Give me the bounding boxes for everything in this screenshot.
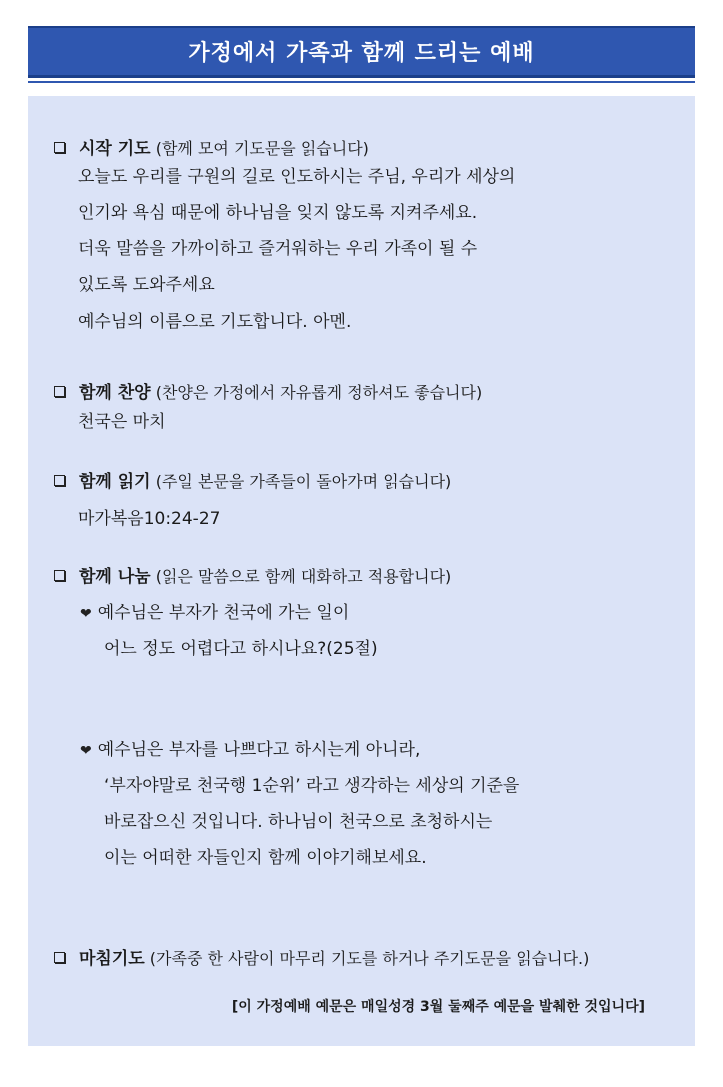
heart-icon: ❤ [80,606,92,622]
prayer-line: 인기와 욕심 때문에 하나님을 잊지 않도록 지켜주세요. [78,203,478,223]
question-line: 예수님은 부자를 나쁘다고 하시는게 아니라, [97,740,421,760]
section-note: (읽은 말씀으로 함께 대화하고 적용합니다) [155,567,452,586]
heart-icon: ❤ [80,743,92,759]
section-sharing [54,562,451,587]
section-note: (찬양은 가정에서 자유롭게 정하셔도 좋습니다) [155,383,483,402]
question-line: 어느 정도 어렵다고 하시나요?(25절) [104,639,378,659]
checkbox-icon [54,142,65,153]
section-note: (함께 모여 기도문을 읽습니다) [155,139,369,158]
question-line: 이는 어떠한 자들인지 함께 이야기해보세요. [104,848,427,868]
checkbox-icon [54,386,65,397]
section-label: 함께 나눔 [79,567,151,587]
section-reading [54,467,451,492]
prayer-line: 오늘도 우리를 구원의 길로 인도하시는 주님, 우리가 세상의 [78,167,516,187]
section-note: (주일 본문을 가족들이 돌아가며 읽습니다) [155,472,452,491]
checkbox-icon [54,475,65,486]
section-label: 마침기도 [79,949,145,969]
scripture-reference: 마가복음10:24-27 [78,509,221,529]
prayer-line: 예수님의 이름으로 기도합니다. 아멘. [78,312,352,332]
prayer-line: 있도록 도와주세요 [78,275,215,295]
question-line: 예수님은 부자가 천국에 가는 일이 [97,603,350,623]
question-2 [80,735,420,760]
section-opening-prayer [54,134,369,159]
checkbox-icon [54,952,65,963]
prayer-line: 더욱 말씀을 가까이하고 즐거워하는 우리 가족이 될 수 [78,239,478,259]
checkbox-icon [54,570,65,581]
section-label: 함께 읽기 [79,472,151,492]
source-note: [이 가정예배 예문은 매일성경 3월 둘째주 예문을 발췌한 것입니다] [231,999,645,1015]
question-line: 바로잡으신 것입니다. 하나님이 천국으로 초청하시는 [104,812,493,832]
question-1 [80,598,349,623]
section-praise [54,378,482,403]
section-label: 함께 찬양 [79,383,151,403]
title-banner [28,26,695,78]
page-title: 가정에서 가족과 함께 드리는 예배 [188,41,535,66]
worship-panel [28,96,695,1046]
song-title: 천국은 마치 [78,412,166,432]
question-line: ‘부자야말로 천국행 1순위’ 라고 생각하는 세상의 기준을 [104,776,520,796]
section-label: 시작 기도 [79,139,151,159]
section-note: (가족중 한 사람이 마무리 기도를 하거나 주기도문을 읽습니다.) [149,949,590,968]
section-closing-prayer [54,944,589,969]
